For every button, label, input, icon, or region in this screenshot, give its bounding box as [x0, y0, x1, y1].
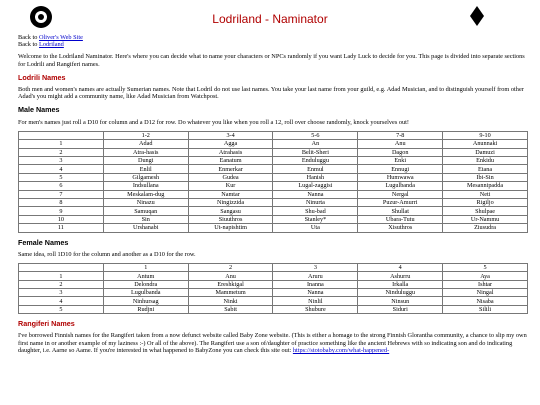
page-content	[18, 34, 528, 354]
name-cell: Meskalam-dug	[103, 190, 188, 198]
name-cell: Ishtar	[443, 280, 528, 288]
lodriland-link[interactable]: Lodriland	[39, 41, 64, 49]
table-row	[19, 198, 528, 206]
name-cell: Lugulbanda	[358, 182, 443, 190]
row-number: 6	[19, 182, 104, 190]
name-cell: Enmul	[273, 165, 358, 173]
row-number: 4	[19, 165, 104, 173]
column-header: 2	[188, 263, 273, 271]
name-cell: Nisaba	[443, 297, 528, 305]
name-cell: Ashurru	[358, 272, 443, 280]
name-cell: Shu-bad	[273, 207, 358, 215]
name-cell: Nanna	[273, 289, 358, 297]
row-number: 9	[19, 207, 104, 215]
name-cell: Enduluggu	[273, 157, 358, 165]
name-cell: Sabit	[188, 305, 273, 313]
name-cell: Ninhursag	[103, 297, 188, 305]
column-header: 1-2	[103, 131, 188, 139]
babyzone-link[interactable]: https://stotobaby.com/what-happened-	[292, 346, 390, 354]
name-cell: An	[273, 140, 358, 148]
name-cell: Ubara-Tutu	[358, 215, 443, 223]
name-cell: Ennugi	[358, 165, 443, 173]
female-names-table	[18, 263, 528, 314]
table-row	[19, 148, 528, 156]
male-names-table	[18, 131, 528, 233]
male-names-heading: Male Names	[18, 105, 60, 115]
name-cell: Anu	[188, 272, 273, 280]
name-cell: Atrahasis	[188, 148, 273, 156]
name-cell: Enlil	[103, 165, 188, 173]
name-cell: Etana	[443, 165, 528, 173]
name-cell: Namtar	[188, 190, 273, 198]
name-cell: Neti	[443, 190, 528, 198]
name-cell: Stanley*	[273, 215, 358, 223]
lodrili-heading: Lodrili Names	[18, 72, 66, 82]
name-cell: Xisuthros	[358, 224, 443, 232]
name-cell: Nanna	[273, 190, 358, 198]
table-corner-cell	[19, 131, 104, 139]
intro-paragraph: Welcome to the Lodriland Naminator. Here's where you can decide what to name your characters or NPCs randomly if you want Lady Luck to decide for you. This page is divided into separate sections for Lodrili and Rangiferi names.	[18, 53, 525, 68]
name-cell: Ninki	[188, 297, 273, 305]
name-cell: Ziusudra	[443, 224, 528, 232]
name-cell: Enmerkar	[188, 165, 273, 173]
name-cell: Shullat	[358, 207, 443, 215]
row-number: 1	[19, 272, 104, 280]
name-cell: Aya	[443, 272, 528, 280]
name-cell: Kur	[188, 182, 273, 190]
name-cell: Dagon	[358, 148, 443, 156]
name-cell: Ereshkigal	[188, 280, 273, 288]
column-header: 3	[273, 263, 358, 271]
name-cell: Sangasu	[188, 207, 273, 215]
row-number: 2	[19, 148, 104, 156]
row-number: 7	[19, 190, 104, 198]
name-cell: Shulpae	[443, 207, 528, 215]
row-number: 3	[19, 289, 104, 297]
name-cell: Damuzi	[443, 148, 528, 156]
table-row	[19, 140, 528, 148]
name-cell: Ninduluggu	[358, 289, 443, 297]
column-header: 3-4	[188, 131, 273, 139]
name-cell: Humwawa	[358, 173, 443, 181]
table-row	[19, 182, 528, 190]
table-header-row	[19, 263, 528, 271]
row-number: 2	[19, 280, 104, 288]
name-cell: Gudea	[188, 173, 273, 181]
name-cell: Mammetum	[188, 289, 273, 297]
name-cell: Ninlil	[273, 297, 358, 305]
column-header: 5-6	[273, 131, 358, 139]
lodrili-paragraph: Both men and women's names are actually Sumerian names. Note that Lodril do not use last names. You take your last name from your guild, e.g. Adad Musician, and to distinguish yourself from other Adad's you might add a community name, like Adad Musician from Watchpost.	[18, 86, 524, 101]
name-cell: Irkalla	[358, 280, 443, 288]
table-row	[19, 215, 528, 223]
table-corner-cell	[19, 263, 104, 271]
table-row	[19, 305, 528, 313]
name-cell: Puzur-Amurri	[358, 198, 443, 206]
rangiferi-text: I've borrowed Finnish names for the Rangiferi taken from a now defunct website called Baby Zone website. (This is either a homage to the strong Finnish Glorantha community, a chance to slip my own first name in or another example of my laziness :-) Or all of the above). The Rangiferi use a son of/daughter of practice something like the ancient Hebrews with so indicating son and do indicating daughter, i.e. Aarne so Aame. If you're interested in what happened to BabyZone you can check this site out:	[18, 332, 527, 354]
row-number: 5	[19, 305, 104, 313]
name-cell: Ninurta	[273, 198, 358, 206]
name-cell: Adad	[103, 140, 188, 148]
name-cell: Ninazu	[103, 198, 188, 206]
name-cell: Atra-hasis	[103, 148, 188, 156]
table-row	[19, 157, 528, 165]
row-number: 1	[19, 140, 104, 148]
name-cell: Dungi	[103, 157, 188, 165]
back-link-line	[18, 41, 528, 48]
table-row	[19, 289, 528, 297]
name-cell: Enki	[358, 157, 443, 165]
name-cell: Urshanabi	[103, 224, 188, 232]
rangiferi-paragraph	[18, 332, 528, 354]
back-prefix: Back to	[18, 34, 39, 41]
row-number: 11	[19, 224, 104, 232]
row-number: 10	[19, 215, 104, 223]
name-cell: Siuuthros	[188, 215, 273, 223]
name-cell: Nergal	[358, 190, 443, 198]
name-cell: Antum	[103, 272, 188, 280]
name-cell: Shubure	[273, 305, 358, 313]
name-cell: Agga	[188, 140, 273, 148]
table-row	[19, 272, 528, 280]
table-row	[19, 207, 528, 215]
name-cell: Eanatum	[188, 157, 273, 165]
name-cell: Siduri	[358, 305, 443, 313]
name-cell: Inanna	[273, 280, 358, 288]
column-header: 5	[443, 263, 528, 271]
table-row	[19, 224, 528, 232]
name-cell: Ut-napishtim	[188, 224, 273, 232]
back-link-line	[18, 34, 528, 41]
name-cell: Indsullana	[103, 182, 188, 190]
name-cell: Ningal	[443, 289, 528, 297]
olivers-web-site-link[interactable]: Oliver's Web Site	[39, 34, 83, 41]
name-cell: Ningizzida	[188, 198, 273, 206]
name-cell: Ur-Nammu	[443, 215, 528, 223]
name-cell: Delondra	[103, 280, 188, 288]
table-row	[19, 190, 528, 198]
name-cell: Sin	[103, 215, 188, 223]
table-row	[19, 165, 528, 173]
name-cell: Anu	[358, 140, 443, 148]
row-number: 8	[19, 198, 104, 206]
back-prefix: Back to	[18, 41, 39, 49]
female-names-heading: Female Names	[18, 237, 69, 247]
name-cell: Silili	[443, 305, 528, 313]
name-cell: Mesannipadda	[443, 182, 528, 190]
name-cell: Hanish	[273, 173, 358, 181]
name-cell: Enkidu	[443, 157, 528, 165]
name-cell: Lugulbanda	[103, 289, 188, 297]
table-row	[19, 280, 528, 288]
column-header: 4	[358, 263, 443, 271]
page-title: Lodriland - Naminator	[212, 12, 328, 26]
name-cell: Gilgamesh	[103, 173, 188, 181]
table-header-row	[19, 131, 528, 139]
male-names-paragraph: For men's names just roll a D10 for column and a D12 for row. Do whatever you like when you roll a 12, roll over choose randomly, knock yourselves out!	[18, 118, 409, 126]
name-cell: Rudjni	[103, 305, 188, 313]
table-row	[19, 173, 528, 181]
rangiferi-heading: Rangiferi Names	[18, 319, 75, 329]
name-cell: Lugal-zaggisi	[273, 182, 358, 190]
column-header: 1	[103, 263, 188, 271]
name-cell: Rigiljo	[443, 198, 528, 206]
name-cell: Aruru	[273, 272, 358, 280]
name-cell: Samuqan	[103, 207, 188, 215]
name-cell: Belit-Sheri	[273, 148, 358, 156]
column-header: 9-10	[443, 131, 528, 139]
female-names-paragraph: Same idea, roll 1D10 for the column and another as a D10 for the row.	[18, 250, 196, 258]
row-number: 3	[19, 157, 104, 165]
name-cell: Anunnaki	[443, 140, 528, 148]
row-number: 4	[19, 297, 104, 305]
name-cell: Ibi-Sin	[443, 173, 528, 181]
name-cell: Ninsun	[358, 297, 443, 305]
name-cell: Uta	[273, 224, 358, 232]
row-number: 5	[19, 173, 104, 181]
column-header: 7-8	[358, 131, 443, 139]
table-row	[19, 297, 528, 305]
